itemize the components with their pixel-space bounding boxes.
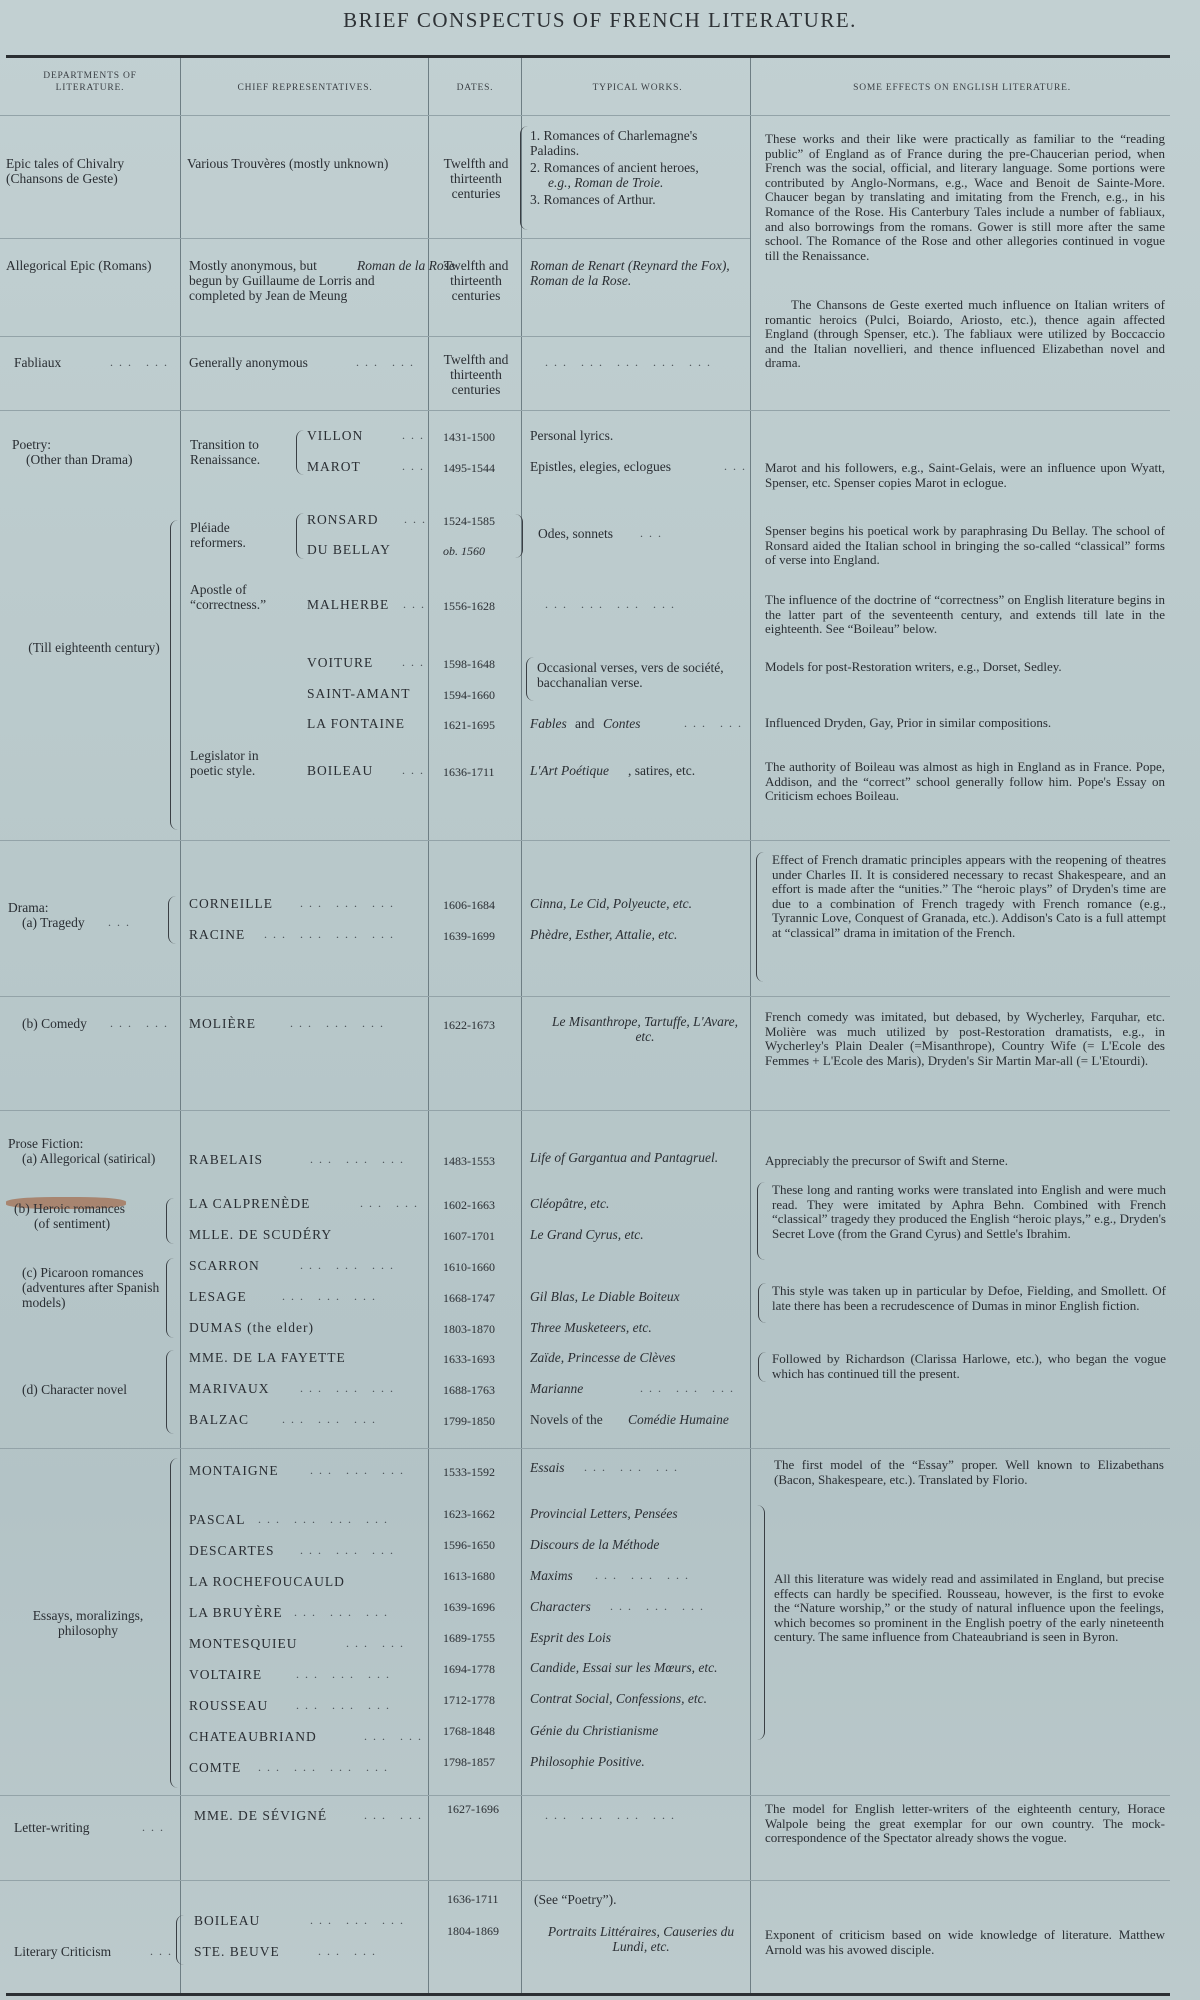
- effects-voiture: Models for post-Restoration writers, e.g., Dorset, Sedley.: [765, 659, 1062, 674]
- dept-heroic-sub: (of sentiment): [34, 1216, 111, 1231]
- dot-leader: ... ... ...: [282, 1289, 381, 1303]
- dot-leader: ...: [402, 655, 429, 669]
- dot-leader: ... ...: [110, 355, 173, 369]
- rep-montaigne: MONTAIGNE: [189, 1463, 279, 1478]
- brace: [526, 657, 535, 701]
- effects-comedy: French comedy was imitated, but debased, by Wycherley, Farquhar, etc. Molière was much utilized by post-Restoration dramatists, e.g., in Wycherley's Plain Dealer (=Misanthrope), Country Wife (= L'Ecole des Femmes + L'Ecole des Maris), Dryden's Sir Martin Mar-all (= L'Etourdi).: [765, 1009, 1165, 1068]
- rep-du-bellay: DU BELLAY: [307, 542, 391, 557]
- brace: [168, 896, 177, 944]
- dept-picaroon: (c) Picaroon romances (adventures after Spanish models): [22, 1265, 160, 1310]
- rep-corneille: CORNEILLE: [189, 896, 273, 911]
- dot-leader: ... ... ...: [300, 1543, 399, 1557]
- works-corneille: Cinna, Le Cid, Polyeucte, etc.: [530, 896, 692, 911]
- dept-essays: Essays, moralizings, philosophy: [32, 1608, 144, 1638]
- dot-leader: ... ... ...: [300, 1258, 399, 1272]
- dot-leader: ...: [402, 763, 429, 777]
- works-contes: Contes: [603, 716, 641, 731]
- dates-la-bruyere: 1639-1696: [443, 1600, 495, 1614]
- works-gil-blas: Gil Blas, Le Diable Boiteux: [530, 1289, 680, 1304]
- effects-marot: Marot and his followers, e.g., Saint-Gelais, were an influence upon Wyatt, Spenser, etc. Spenser copies Marot in eclogue.: [765, 460, 1165, 490]
- dates-pascal: 1623-1662: [443, 1507, 495, 1521]
- works-characters: Characters: [530, 1599, 591, 1614]
- brace: [757, 1182, 766, 1260]
- effects-montaigne: The first model of the “Essay” proper. Well known to Elizabethans (Bacon, Shakespeare, etc.). Translated by Florio.: [774, 1457, 1164, 1487]
- dates-descartes: 1596-1650: [443, 1538, 495, 1552]
- rep-rousseau: ROUSSEAU: [189, 1698, 269, 1713]
- rep-la-fayette: MME. DE LA FAYETTE: [189, 1350, 346, 1365]
- row-separator: [0, 1795, 1170, 1796]
- brace: [166, 1350, 175, 1434]
- column-divider: [180, 58, 181, 1993]
- dept-tragedy: (a) Tragedy: [22, 915, 85, 930]
- column-divider: [521, 58, 522, 1993]
- dot-leader: ... ...: [364, 1808, 427, 1822]
- dot-leader: ... ... ...: [296, 1698, 395, 1712]
- dates-malherbe: 1556-1628: [443, 599, 495, 613]
- rep-moliere: MOLIÈRE: [189, 1016, 256, 1031]
- dates-la-calprenede: 1602-1663: [443, 1198, 495, 1212]
- dates-voltaire: 1694-1778: [443, 1662, 495, 1676]
- dates-rabelais: 1483-1553: [443, 1154, 495, 1168]
- dept-prose-fiction: Prose Fiction:: [8, 1136, 84, 1151]
- dates-chateaubriand: 1768-1848: [443, 1724, 495, 1738]
- rep-balzac: BALZAC: [189, 1412, 249, 1427]
- works-pascal: Provincial Letters, Pensées: [530, 1506, 678, 1521]
- effects-medieval-1: These works and their like were practically as familiar to the “reading public” of England as of France during the pre-Chaucerian period, when French was the social, official, and literary language. Some portions were contributed by Anglo-Normans, e.g., Wace and Benoit de Sainte-More. Chaucer began by translating and imitating from the French, e.g., in his Romance of the Rose. His Canterbury Tales include a number of fabliaux, and also borrowings from the romans. Gower is still more after the same school. The Romance of the Rose and other allegories continued in vogue till the Renaissance.: [765, 131, 1165, 263]
- works-epic-2b: e.g., Roman de Troie.: [548, 175, 664, 190]
- rep-voltaire: VOLTAIRE: [189, 1667, 263, 1682]
- apostle-label: Apostle of “correctness.”: [190, 582, 267, 612]
- dot-leader: ... ... ...: [294, 1605, 393, 1619]
- dept-poetry: Poetry:: [12, 437, 51, 452]
- header-works: TYPICAL WORKS.: [592, 83, 683, 93]
- works-marianne: Marianne: [530, 1381, 584, 1396]
- works-comedie-humaine: Comédie Humaine: [628, 1412, 729, 1427]
- dates-du-bellay: ob. 1560: [443, 544, 485, 558]
- rep-pascal: PASCAL: [189, 1512, 246, 1527]
- rep-comte: COMTE: [189, 1760, 242, 1775]
- brace: [514, 514, 523, 558]
- rep-chateaubriand: CHATEAUBRIAND: [189, 1729, 317, 1744]
- works-allegorical: Roman de Renart (Reynard the Fox), Roman de la Rose.: [530, 258, 730, 288]
- brace: [166, 1258, 175, 1338]
- dot-leader: ... ... ...: [296, 1667, 395, 1681]
- row-separator: [0, 1110, 1170, 1111]
- dot-leader: ...: [142, 1820, 169, 1834]
- rep-villon: VILLON: [307, 428, 364, 443]
- rep-malherbe: MALHERBE: [307, 597, 390, 612]
- works-epic-1: 1. Romances of Charlemagne's Paladins.: [530, 128, 698, 158]
- rep-dumas: DUMAS (the elder): [189, 1320, 314, 1335]
- rep-alleg-3: begun by Guillaume de Lorris and completed by Jean de Meung: [189, 273, 375, 303]
- dates-ste-beuve: 1804-1869: [447, 1924, 499, 1938]
- brace: [296, 513, 305, 559]
- rep-racine: RACINE: [189, 927, 246, 942]
- dept-poetry-period: (Till eighteenth century): [28, 640, 160, 655]
- dates-la-fayette: 1633-1693: [443, 1352, 495, 1366]
- dept-drama: Drama:: [8, 900, 49, 915]
- dot-leader: ...: [640, 526, 667, 540]
- dates-montaigne: 1533-1592: [443, 1465, 495, 1479]
- dot-leader: ... ... ...: [310, 1913, 409, 1927]
- brace: [170, 1458, 179, 1788]
- dot-leader: ... ...: [356, 355, 419, 369]
- dot-leader: ... ... ...: [310, 1463, 409, 1477]
- dot-leader: ... ... ...: [290, 1016, 389, 1030]
- rep-la-bruyere: LA BRUYÈRE: [189, 1605, 283, 1620]
- works-satires: , satires, etc.: [628, 763, 696, 778]
- dept-epic: Epic tales of Chivalry (Chansons de Geste): [6, 156, 125, 186]
- dates-lesage: 1668-1747: [443, 1291, 495, 1305]
- rep-montesquieu: MONTESQUIEU: [189, 1636, 298, 1651]
- works-candide: Candide, Essai sur les Mœurs, etc.: [530, 1660, 718, 1675]
- dot-leader: ... ... ...: [310, 1152, 409, 1166]
- brace: [758, 1352, 767, 1382]
- row-separator: [0, 336, 750, 337]
- row-separator: [0, 996, 1170, 997]
- dates-saint-amant: 1594-1660: [443, 688, 495, 702]
- header-representatives: CHIEF REPRESENTATIVES.: [237, 83, 373, 93]
- rep-descartes: DESCARTES: [189, 1543, 275, 1558]
- dot-leader: ... ... ...: [610, 1599, 709, 1613]
- rep-ronsard: RONSARD: [307, 512, 379, 527]
- works-philosophie-positive: Philosophie Positive.: [530, 1754, 645, 1769]
- works-maxims: Maxims: [530, 1568, 573, 1583]
- dept-poetry-sub: (Other than Drama): [26, 452, 133, 467]
- dept-literary-criticism: Literary Criticism: [14, 1944, 112, 1959]
- works-essais: Essais: [530, 1460, 565, 1475]
- rep-boileau: BOILEAU: [307, 763, 374, 778]
- dept-character-novel: (d) Character novel: [22, 1382, 127, 1397]
- dept-fabliaux: Fabliaux: [14, 355, 62, 370]
- header-effects: SOME EFFECTS ON ENGLISH LITERATURE.: [853, 83, 1071, 93]
- page-title: BRIEF CONSPECTUS OF FRENCH LITERATURE.: [343, 8, 857, 32]
- dates-boileau: 1636-1711: [443, 765, 495, 779]
- dept-allegorical: Allegorical Epic (Romans): [6, 258, 152, 273]
- dates-scudery: 1607-1701: [443, 1229, 495, 1243]
- column-divider: [428, 58, 429, 1993]
- brace: [170, 520, 179, 830]
- works-descartes: Discours de la Méthode: [530, 1537, 660, 1552]
- effects-pleiade: Spenser begins his poetical work by paraphrasing Du Bellay. The school of Ronsard aided the Italian school in bringing the so-called “classical” forms of verse into England.: [765, 523, 1165, 568]
- dot-leader: ... ... ... ...: [545, 1808, 680, 1822]
- rep-voiture: VOITURE: [307, 655, 374, 670]
- header-departments: DEPARTMENTS OF LITERATURE.: [43, 71, 137, 93]
- works-villon: Personal lyrics.: [530, 428, 614, 443]
- row-separator: [0, 840, 1170, 841]
- rep-boileau-criticism: BOILEAU: [194, 1913, 261, 1928]
- effects-boileau: The authority of Boileau was almost as high in England as in France. Pope, Addison, and the “correct” school generally follow him. Pope's Essay on Criticism echoes Boileau.: [765, 759, 1165, 804]
- row-separator: [0, 410, 1170, 411]
- rep-scudery: MLLE. DE SCUDÉRY: [189, 1227, 333, 1242]
- rep-ste-beuve: STE. BEUVE: [194, 1944, 280, 1959]
- works-three-musketeers: Three Musketeers, etc.: [530, 1320, 652, 1335]
- works-contrat-social: Contrat Social, Confessions, etc.: [530, 1691, 707, 1706]
- transition-label: Transition to Renaissance.: [190, 437, 261, 467]
- dot-leader: ... ... ... ...: [258, 1760, 393, 1774]
- effects-ste-beuve: Exponent of criticism based on wide knowledge of literature. Matthew Arnold was his avowed disciple.: [765, 1927, 1165, 1957]
- dept-allegorical-satirical: (a) Allegorical (satirical): [22, 1151, 156, 1166]
- effects-la-fontaine: Influenced Dryden, Gay, Prior in similar compositions.: [765, 715, 1052, 730]
- works-art-poetique: L'Art Poétique: [530, 763, 610, 778]
- rep-epic: Various Trouvères (mostly unknown): [187, 156, 389, 171]
- row-separator: [0, 1880, 1170, 1881]
- dot-leader: ...: [402, 459, 429, 473]
- dates-allegorical: Twelfth and thirteenth centuries: [443, 258, 509, 303]
- brace: [758, 1283, 767, 1323]
- dates-la-rochefoucauld: 1613-1680: [443, 1569, 495, 1583]
- brace: [756, 1505, 765, 1740]
- dates-racine: 1639-1699: [443, 929, 495, 943]
- dates-la-fontaine: 1621-1695: [443, 718, 495, 732]
- rep-la-rochefoucauld: LA ROCHEFOUCAULD: [189, 1574, 345, 1589]
- dates-voiture: 1598-1648: [443, 657, 495, 671]
- dot-leader: ... ...: [364, 1729, 427, 1743]
- brace: [176, 1915, 185, 1965]
- works-genie: Génie du Christianisme: [530, 1723, 659, 1738]
- works-ste-beuve: Portraits Littéraires, Causeries du Lundi, etc.: [547, 1924, 735, 1954]
- rep-saint-amant: SAINT-AMANT: [307, 686, 411, 701]
- effects-essays: All this literature was widely read and assimilated in England, but precise effects can hardly be specified. Rousseau, however, is the first to evoke the “Nature worship,” or the study of natural influence upon the feelings, which becomes so prominent in the English poetry of the early nineteenth century. The same influence from Chateaubriand is seen in Byron.: [774, 1571, 1164, 1645]
- dates-villon: 1431-1500: [443, 430, 495, 444]
- row-separator: [0, 115, 1170, 116]
- bottom-rule: [6, 1993, 1170, 1996]
- works-cleopatre: Cléopâtre, etc.: [530, 1196, 610, 1211]
- dates-montesquieu: 1689-1755: [443, 1631, 495, 1645]
- dates-fabliaux: Twelfth and thirteenth centuries: [443, 352, 509, 397]
- dot-leader: ... ...: [684, 716, 747, 730]
- dates-sevigne: 1627-1696: [447, 1802, 499, 1816]
- effects-heroic: These long and ranting works were translated into English and were much read. They were imitated by Aphra Behn. Combined with French “classical” tragedy they produced the English “heroic plays,” e.g., Dryden's Secret Love (from the Grand Cyrus) and Settle's Ibrahim.: [772, 1182, 1166, 1241]
- dot-leader: ... ... ...: [595, 1568, 694, 1582]
- works-esprit-des-lois: Esprit des Lois: [530, 1630, 612, 1645]
- dates-rousseau: 1712-1778: [443, 1693, 495, 1707]
- dot-leader: ... ...: [110, 1016, 173, 1030]
- effects-tragedy: Effect of French dramatic principles appears with the reopening of theatres under Charles II. It is considered necessary to recast Shakespeare, and an effort is made after the “unities.” The “heroic plays” of Dryden's time are due to a combination of French tragedy with French romance (e.g., Tyrannic Love, Conquest of Granada, etc.). Addison's Cato is a full attempt at “classical” drama in imitation of the French.: [772, 852, 1166, 940]
- dot-leader: ... ... ...: [584, 1460, 683, 1474]
- dot-leader: ... ... ...: [300, 1381, 399, 1395]
- dot-leader: ... ... ... ...: [264, 927, 399, 941]
- works-see-poetry: (See “Poetry”).: [534, 1892, 617, 1907]
- dot-leader: ...: [108, 915, 135, 929]
- dot-leader: ... ... ... ...: [258, 1512, 393, 1526]
- dot-leader: ... ... ... ...: [545, 597, 680, 611]
- dept-heroic: (b) Heroic romances: [14, 1201, 125, 1216]
- rep-sevigne: MME. DE SÉVIGNÉ: [194, 1808, 328, 1823]
- rep-fabliaux: Generally anonymous: [189, 355, 308, 370]
- works-epic-3: 3. Romances of Arthur.: [530, 192, 656, 207]
- dot-leader: ...: [403, 597, 430, 611]
- dot-leader: ...: [402, 428, 429, 442]
- dot-leader: ...: [724, 459, 751, 473]
- dates-moliere: 1622-1673: [443, 1018, 495, 1032]
- row-separator: [0, 238, 750, 239]
- brace: [296, 430, 305, 475]
- works-occasional: Occasional verses, vers de société, bacchanalian verse.: [537, 660, 724, 690]
- brace: [520, 126, 529, 230]
- effects-character-novel: Followed by Richardson (Clarissa Harlowe, etc.), who began the vogue which has continued till the present.: [772, 1351, 1166, 1381]
- dot-leader: ... ...: [346, 1636, 409, 1650]
- effects-malherbe: The influence of the doctrine of “correctness” on English literature begins in the latter part of the seventeenth century, and extends till late in the eighteenth. See “Boileau” below.: [765, 592, 1165, 637]
- dates-corneille: 1606-1684: [443, 898, 495, 912]
- row-separator: [0, 1448, 1170, 1449]
- dates-scarron: 1610-1660: [443, 1260, 495, 1274]
- rep-alleg-2: Roman de la Rose: [357, 258, 455, 273]
- works-fables-and: and: [575, 716, 595, 731]
- works-zaide: Zaïde, Princesse de Clèves: [530, 1350, 676, 1365]
- dept-letter-writing: Letter-writing: [14, 1820, 90, 1835]
- rep-alleg-1: Mostly anonymous, but: [189, 258, 317, 273]
- rep-scarron: SCARRON: [189, 1258, 260, 1273]
- works-racine: Phèdre, Esther, Attalie, etc.: [530, 927, 678, 942]
- dot-leader: ... ... ...: [300, 896, 399, 910]
- works-odes: Odes, sonnets: [538, 526, 613, 541]
- dept-comedy: (b) Comedy: [22, 1016, 87, 1031]
- dates-epic: Twelfth and thirteenth centuries: [443, 156, 509, 201]
- rep-rabelais: RABELAIS: [189, 1152, 264, 1167]
- rep-marivaux: MARIVAUX: [189, 1381, 270, 1396]
- dates-comte: 1798-1857: [443, 1755, 495, 1769]
- works-grand-cyrus: Le Grand Cyrus, etc.: [530, 1227, 644, 1242]
- dot-leader: ... ... ...: [640, 1381, 739, 1395]
- dates-dumas: 1803-1870: [443, 1322, 495, 1336]
- pleiade-label: Pléiade reformers.: [190, 520, 246, 550]
- dates-boileau-criticism: 1636-1711: [447, 1892, 499, 1906]
- effects-medieval-2: The Chansons de Geste exerted much influence on Italian writers of romantic heroics (Pulci, Boiardo, Ariosto, etc.), thence again affected England (through Spenser, etc.). The fabliaux were utilized by Boccaccio and the Italian novellieri, and thence influenced Elizabethan novel and drama.: [765, 297, 1165, 371]
- rep-marot: MAROT: [307, 459, 361, 474]
- dates-marot: 1495-1544: [443, 461, 495, 475]
- effects-sevigne: The model for English letter-writers of the eighteenth century, Horace Walpole being the great exemplar for our own country. The mock-correspondence of the Spectator already shows the vogue.: [765, 1801, 1165, 1846]
- dot-leader: ... ... ... ... ...: [545, 355, 716, 369]
- dot-leader: ...: [150, 1944, 177, 1958]
- effects-rabelais: Appreciably the precursor of Swift and Sterne.: [765, 1153, 1008, 1168]
- header-dates: DATES.: [456, 83, 494, 93]
- effects-picaroon: This style was taken up in particular by Defoe, Fielding, and Smollett. Of late there has been a recrudescence of Dumas in minor English fiction.: [772, 1283, 1166, 1313]
- rep-la-fontaine: LA FONTAINE: [307, 716, 406, 731]
- works-rabelais: Life of Gargantua and Pantagruel.: [530, 1150, 719, 1165]
- legislator-label: Legislator in poetic style.: [190, 748, 259, 778]
- dot-leader: ... ...: [360, 1196, 423, 1210]
- works-novels-of-the: Novels of the: [530, 1412, 603, 1427]
- works-moliere: Le Misanthrope, Tartuffe, L'Avare, etc.: [552, 1014, 738, 1044]
- dot-leader: ... ... ...: [282, 1412, 381, 1426]
- dates-marivaux: 1688-1763: [443, 1383, 495, 1397]
- dot-leader: ...: [404, 512, 431, 526]
- brace: [756, 852, 765, 982]
- rep-la-calprenede: LA CALPRENÈDE: [189, 1196, 311, 1211]
- dot-leader: ... ...: [318, 1944, 381, 1958]
- dates-balzac: 1799-1850: [443, 1414, 495, 1428]
- brace: [166, 1198, 175, 1244]
- works-fables: Fables: [530, 716, 567, 731]
- rep-lesage: LESAGE: [189, 1289, 247, 1304]
- works-marot: Epistles, elegies, eclogues: [530, 459, 671, 474]
- works-epic-2a: 2. Romances of ancient heroes,: [530, 160, 699, 175]
- column-divider: [750, 58, 751, 1993]
- dates-ronsard: 1524-1585: [443, 514, 495, 528]
